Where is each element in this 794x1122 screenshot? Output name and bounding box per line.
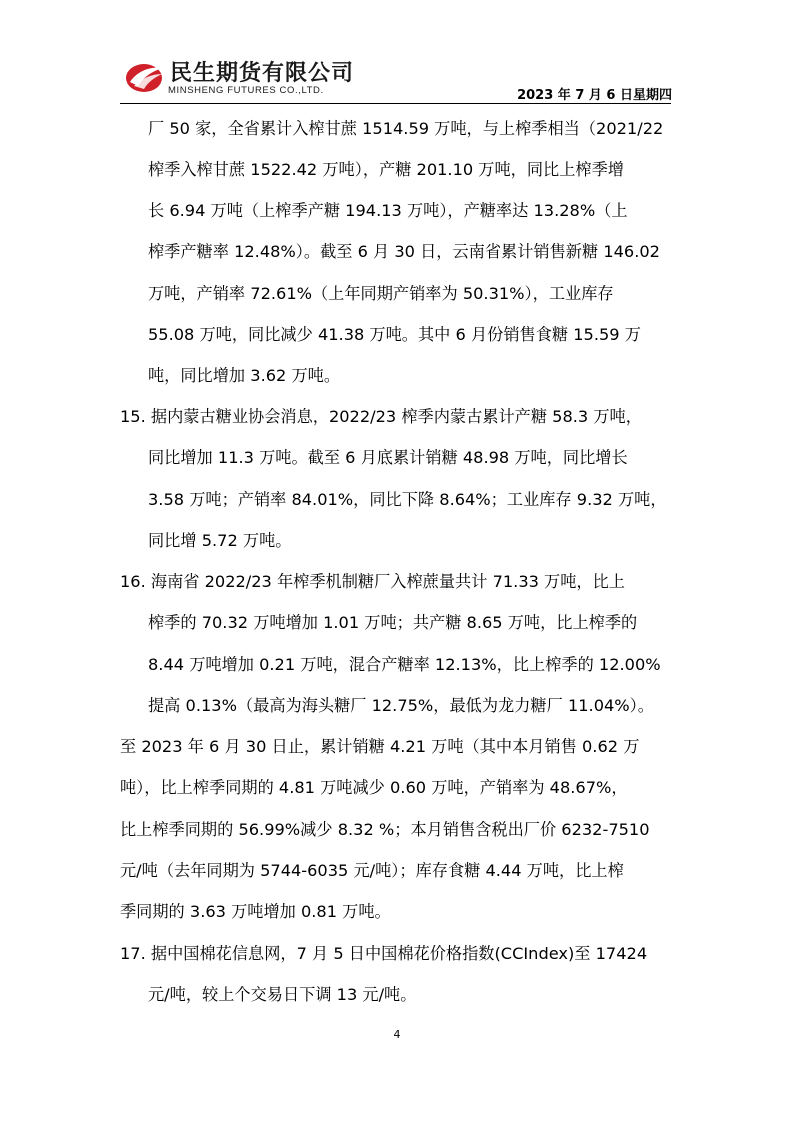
text-line: 55.08 万吨，同比减少 41.38 万吨。其中 6 月份销售食糖 15.59 万: [148, 325, 641, 344]
text-line: 同比增 5.72 万吨。: [148, 531, 292, 550]
report-date: 2023 年 7 月 6 日星期四: [517, 88, 672, 103]
text-line: 季同期的 3.63 万吨增加 0.81 万吨。: [120, 902, 391, 921]
text-line: 同比增加 11.3 万吨。截至 6 月底累计销糖 48.98 万吨，同比增长: [148, 448, 628, 467]
page-number: 4: [393, 1028, 401, 1041]
list-item-17-text: 17. 据中国棉花信息网，7 月 5 日中国棉花价格指数(CCIndex)至 17424: [120, 944, 648, 963]
text-line: 提高 0.13%（最高为海头糖厂 12.75%，最低为龙力糖厂 11.04%）。: [148, 696, 654, 715]
text-line: 长 6.94 万吨（上榨季产糖 194.13 万吨），产糖率达 13.28%（上: [148, 201, 628, 220]
text-line: 8.44 万吨增加 0.21 万吨，混合产糖率 12.13%，比上榨季的 12.00%: [148, 655, 661, 674]
text-line: 至 2023 年 6 月 30 日止，累计销糖 4.21 万吨（其中本月销售 0.62 万: [120, 737, 640, 756]
text-line: 万吨，产销率 72.61%（上年同期产销率为 50.31%），工业库存: [148, 284, 614, 303]
logo-english-name: MINSHENG FUTURES CO.,LTD.: [168, 85, 324, 96]
header-divider: [120, 103, 671, 104]
text-line: 榨季入榨甘蔗 1522.42 万吨），产糖 201.10 万吨，同比上榨季增: [148, 160, 624, 179]
company-logo: [124, 56, 374, 102]
list-item-15-text: 15. 据内蒙古糖业协会消息，2022/23 榨季内蒙古累计产糖 58.3 万吨，: [120, 407, 642, 426]
text-line: 元/吨（去年同期为 5744-6035 元/吨）；库存食糖 4.44 万吨，比上榨: [120, 861, 624, 880]
text-line: 吨，同比增加 3.62 万吨。: [148, 366, 341, 385]
text-line: 吨），比上榨季同期的 4.81 万吨减少 0.60 万吨，产销率为 48.67%，: [120, 778, 628, 797]
list-item-16-text: 16. 海南省 2022/23 年榨季机制糖厂入榨蔗量共计 71.33 万吨，比上: [120, 572, 625, 591]
text-line: 厂 50 家，全省累计入榨甘蔗 1514.59 万吨，与上榨季相当（2021/22: [148, 119, 664, 138]
minsheng-logo-icon: [124, 56, 168, 96]
text-line: 元/吨，较上个交易日下调 13 元/吨。: [148, 985, 417, 1004]
text-line: 3.58 万吨；产销率 84.01%，同比下降 8.64%；工业库存 9.32 万吨，: [148, 490, 667, 509]
text-line: 比上榨季同期的 56.99%减少 8.32 %；本月销售含税出厂价 6232-7510: [120, 820, 650, 839]
logo-chinese-name: 民生期货有限公司: [170, 61, 355, 86]
text-line: 榨季的 70.32 万吨增加 1.01 万吨；共产糖 8.65 万吨，比上榨季的: [148, 613, 638, 632]
page-header: [0, 0, 794, 110]
text-line: 榨季产糖率 12.48%）。截至 6 月 30 日，云南省累计销售新糖 146.02: [148, 242, 660, 261]
